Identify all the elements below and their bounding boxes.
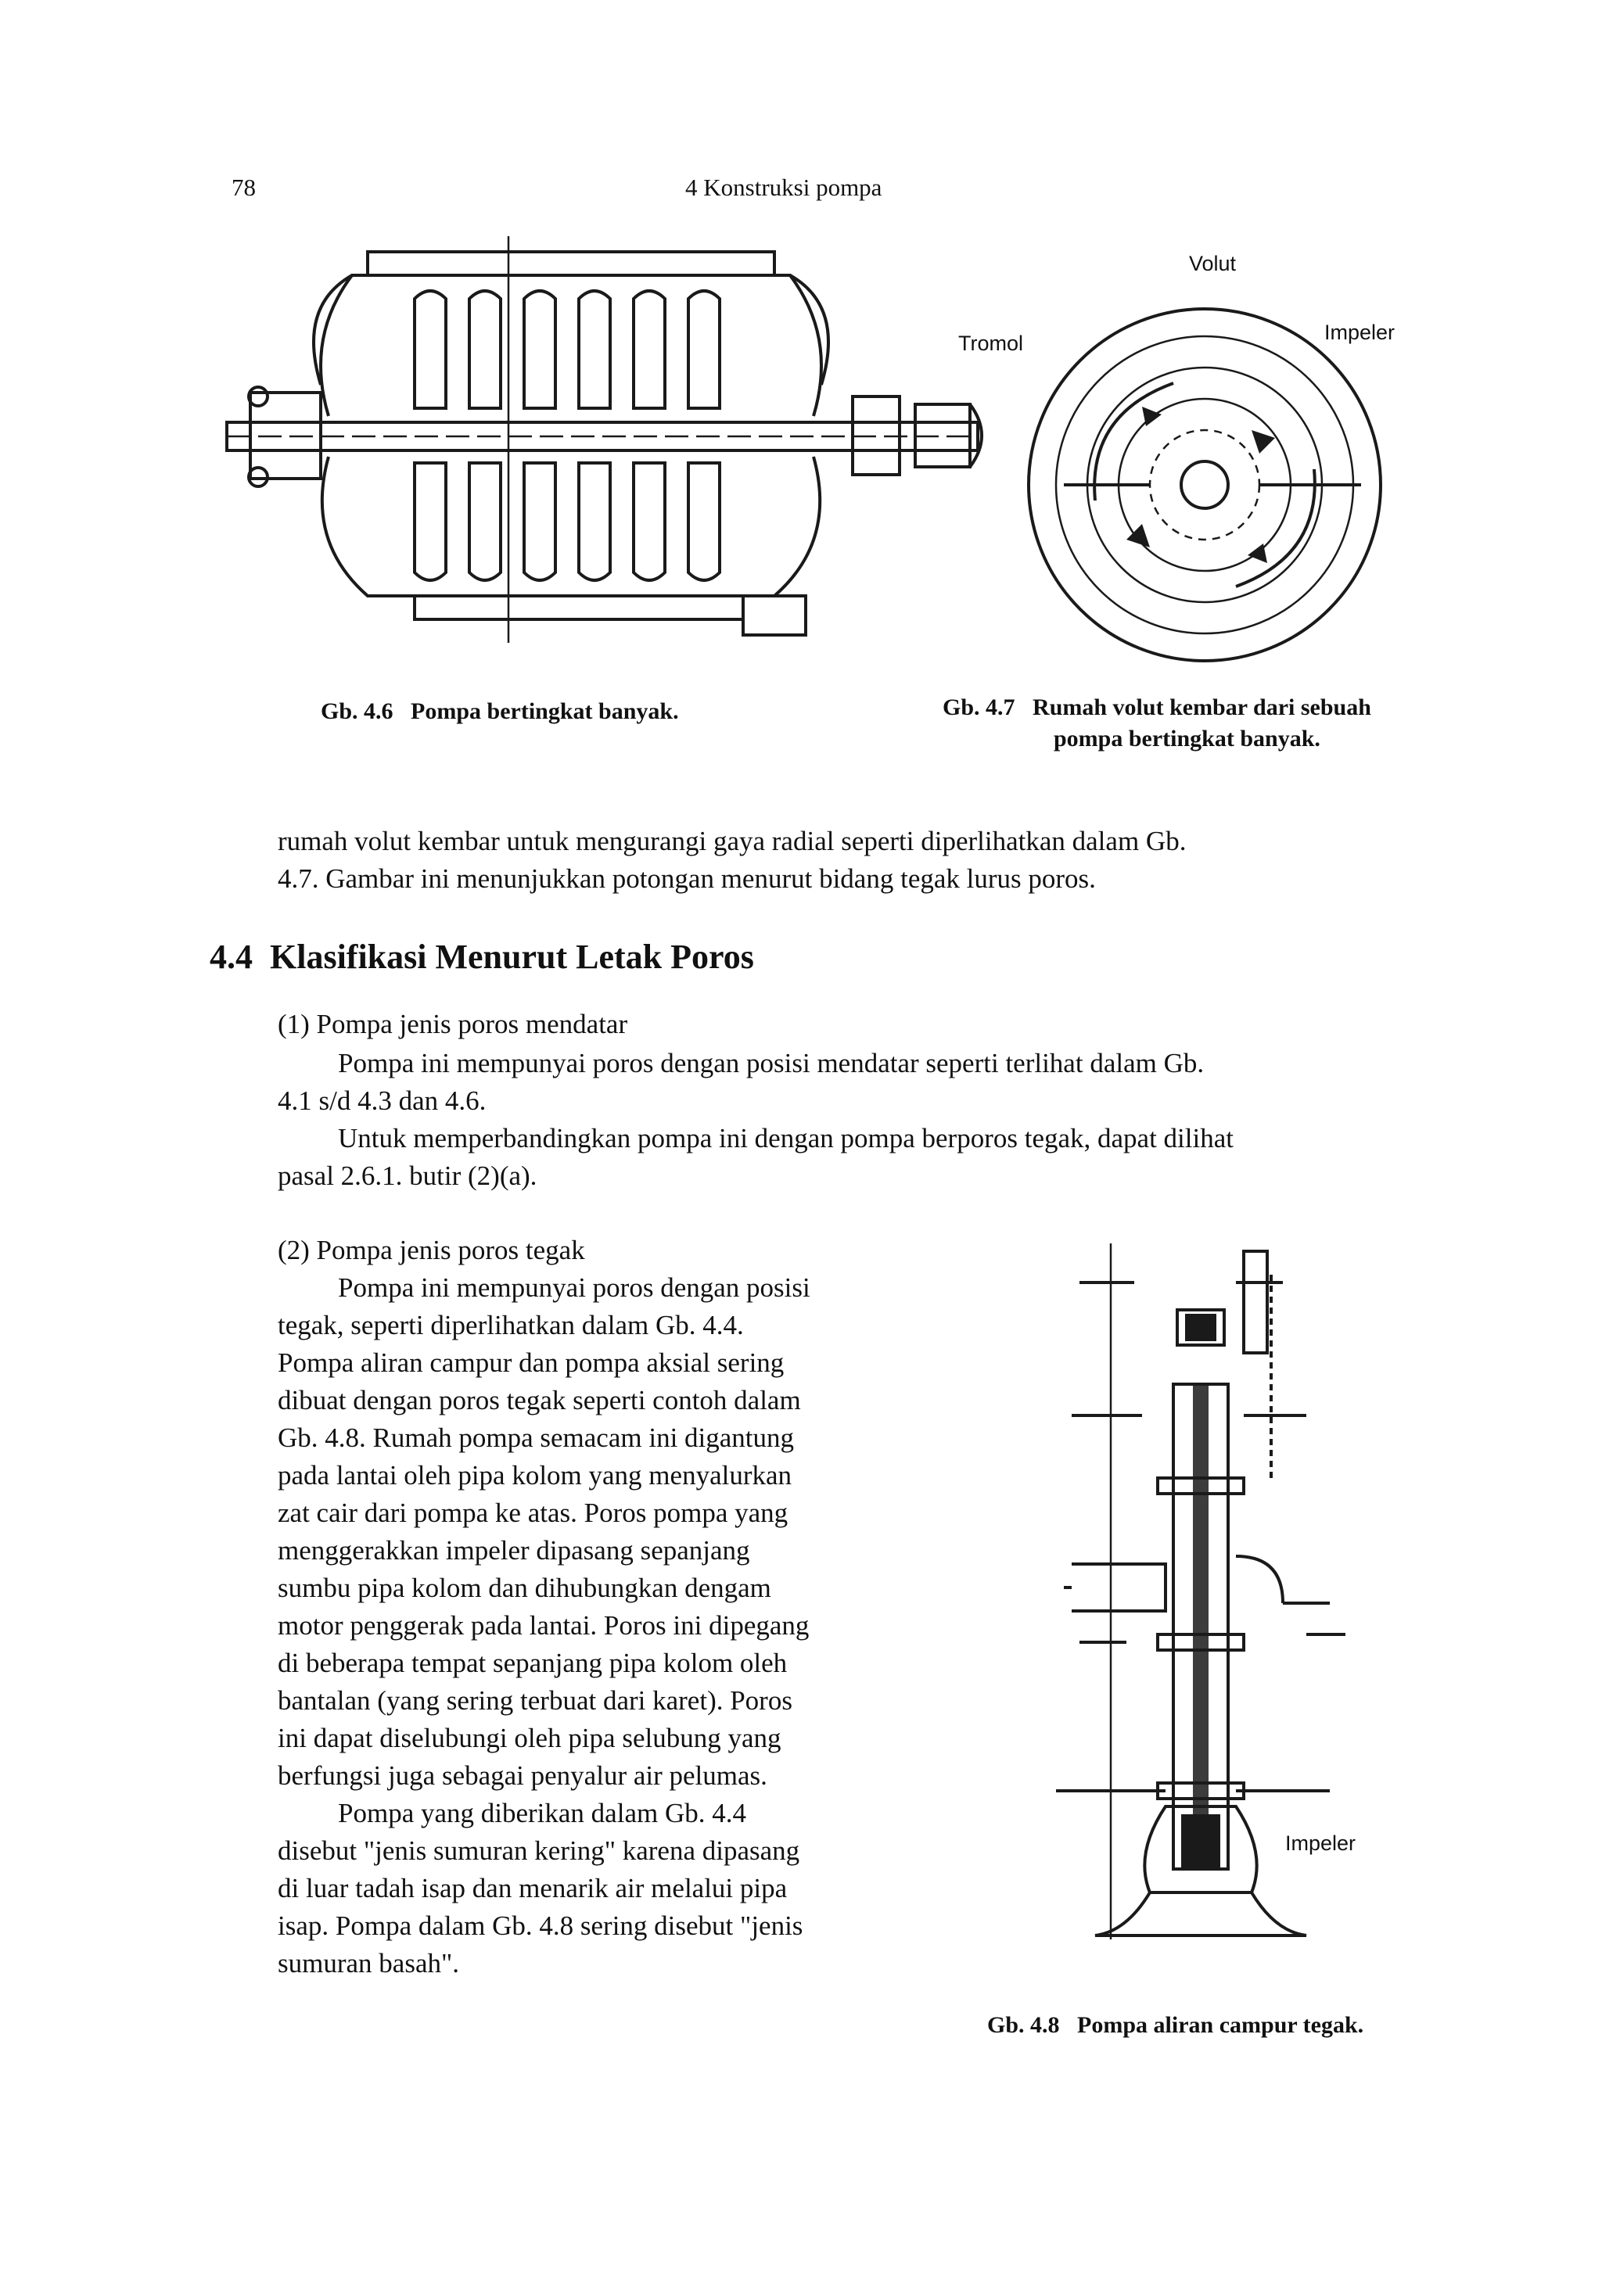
running-header: 4 Konstruksi pompa (685, 174, 882, 201)
caption-fig48 (987, 2012, 1363, 2039)
item2-line: di luar tadah isap dan menarik air melalui pipa (278, 1873, 788, 1903)
item2-line: Pompa yang diberikan dalam Gb. 4.4 (338, 1798, 746, 1828)
label-impeler-fig48: Impeler (1285, 1831, 1356, 1855)
caption-fig47-number: Gb. 4.7 (943, 694, 1015, 720)
label-impeler-fig47: Impeler (1324, 321, 1395, 344)
item2-line: zat cair dari pompa ke atas. Poros pompa yang (278, 1498, 788, 1528)
caption-fig47-line2: pompa bertingkat banyak. (1054, 726, 1320, 752)
caption-fig47 (943, 692, 1371, 755)
caption-fig46-number: Gb. 4.6 (321, 698, 393, 724)
section-number: 4.4 (210, 938, 253, 976)
caption-fig46-text: Pompa bertingkat banyak. (411, 698, 679, 724)
item2-line: sumuran basah". (278, 1948, 460, 1979)
item2-line: isap. Pompa dalam Gb. 4.8 sering disebut "jenis (278, 1910, 803, 1941)
item2-line: Gb. 4.8. Rumah pompa semacam ini digantung (278, 1422, 795, 1453)
item2-line: menggerakkan impeler dipasang sepanjang (278, 1535, 750, 1566)
item2-line: sumbu pipa kolom dan dihubungkan dengam (278, 1573, 771, 1603)
item2-line: tegak, seperti diperlihatkan dalam Gb. 4.4. (278, 1310, 744, 1340)
pump-stages-upper (415, 291, 720, 408)
item2-line: motor penggerak pada lantai. Poros ini dipegang (278, 1610, 810, 1641)
item2-line: Pompa ini mempunyai poros dengan posisi (338, 1272, 810, 1303)
item2-line: dibuat dengan poros tegak seperti contoh dalam (278, 1385, 801, 1415)
item1-line-4: pasal 2.6.1. butir (2)(a). (278, 1161, 537, 1191)
page-number: 78 (232, 174, 256, 201)
item1-heading: (1) Pompa jenis poros mendatar (278, 1009, 628, 1039)
pump-stages-lower (415, 463, 720, 580)
item1-line-1: Pompa ini mempunyai poros dengan posisi mendatar seperti terlihat dalam Gb. (338, 1048, 1205, 1078)
caption-fig46 (321, 698, 679, 725)
item2-line: disebut "jenis sumuran kering" karena dipasang (278, 1835, 800, 1866)
item2-line: ini dapat diselubungi oleh pipa selubung yang (278, 1723, 781, 1753)
caption-fig47-line1: Rumah volut kembar dari sebuah (1033, 694, 1371, 720)
item2-line: di beberapa tempat sepanjang pipa kolom oleh (278, 1648, 788, 1678)
item2-line: Pompa aliran campur dan pompa aksial sering (278, 1347, 785, 1378)
label-volut: Volut (1189, 252, 1237, 275)
item2-heading: (2) Pompa jenis poros tegak (278, 1235, 585, 1265)
section-heading (210, 937, 754, 977)
section-title: Klasifikasi Menurut Letak Poros (270, 938, 754, 976)
intro-line-2: 4.7. Gambar ini menunjukkan potongan menurut bidang tegak lurus poros. (278, 863, 1096, 894)
caption-fig48-number: Gb. 4.8 (987, 2012, 1060, 2038)
caption-fig48-text: Pompa aliran campur tegak. (1077, 2012, 1364, 2038)
item2-line: berfungsi juga sebagai penyalur air pelumas. (278, 1760, 767, 1791)
item2-line: bantalan (yang sering terbuat dari karet). Poros (278, 1685, 792, 1716)
item2-line: pada lantai oleh pipa kolom yang menyalurkan (278, 1460, 792, 1491)
intro-line-1: rumah volut kembar untuk mengurangi gaya radial seperti diperlihatkan dalam Gb. (278, 826, 1187, 856)
figure-double-volute (1017, 297, 1385, 665)
item1-line-3: Untuk memperbandingkan pompa ini dengan pompa berporos tegak, dapat dilihat (338, 1123, 1234, 1153)
figure-multistage-pump (211, 228, 993, 651)
label-tromol: Tromol (958, 332, 1024, 355)
item1-line-2: 4.1 s/d 4.3 dan 4.6. (278, 1085, 487, 1116)
